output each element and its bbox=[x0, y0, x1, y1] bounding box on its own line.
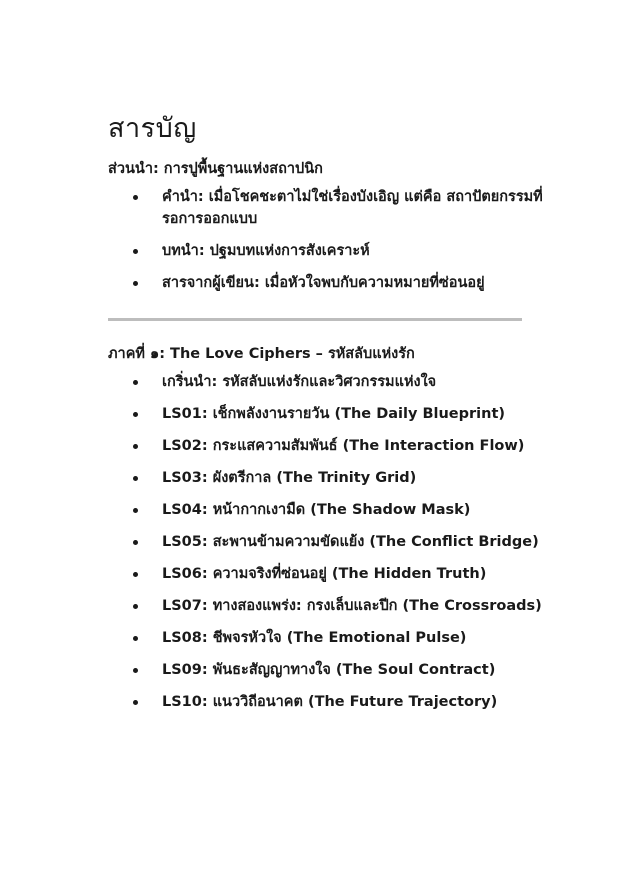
entry-label: LS10: แนววิถีอนาคต (The Future Trajectory) bbox=[162, 694, 498, 710]
bullet-icon bbox=[133, 604, 138, 609]
bullet-icon bbox=[133, 281, 138, 286]
entry-label: LS07: ทางสองแพร่ง: กรงเล็บและปีก (The Crossroads) bbox=[162, 598, 542, 614]
entry-label: บทนำ: ปฐมบทแห่งการสังเคราะห์ bbox=[162, 243, 370, 259]
bullet-icon bbox=[133, 249, 138, 254]
list-item[interactable] bbox=[108, 435, 548, 457]
entry-label: LS04: หน้ากากเงามืด (The Shadow Mask) bbox=[162, 502, 471, 518]
bullet-icon bbox=[133, 540, 138, 545]
toc-page bbox=[108, 110, 548, 723]
list-item[interactable] bbox=[108, 272, 548, 294]
list-item[interactable] bbox=[108, 186, 548, 230]
part1-list bbox=[108, 371, 548, 713]
list-item[interactable] bbox=[108, 531, 548, 553]
part1-heading: ภาคที่ ๑: The Love Ciphers – รหัสลับแห่งรัก bbox=[108, 346, 415, 362]
bullet-icon bbox=[133, 444, 138, 449]
bullet-icon bbox=[133, 508, 138, 513]
bullet-icon bbox=[133, 195, 138, 200]
bullet-icon bbox=[133, 572, 138, 577]
bullet-icon bbox=[133, 380, 138, 385]
entry-label: คำนำ: เมื่อโชคชะตาไม่ใช่เรื่องบังเอิญ แต่คือ สถาปัตยกรรมที่รอการออกแบบ bbox=[162, 189, 543, 227]
list-item[interactable] bbox=[108, 499, 548, 521]
entry-label: LS09: พันธะสัญญาทางใจ (The Soul Contract) bbox=[162, 662, 496, 678]
entry-label: LS02: กระแสความสัมพันธ์ (The Interaction Flow) bbox=[162, 438, 525, 454]
toc-title: สารบัญ bbox=[108, 113, 197, 144]
intro-heading: ส่วนนำ: การปูพื้นฐานแห่งสถาปนิก bbox=[108, 161, 323, 177]
list-item[interactable] bbox=[108, 467, 548, 489]
entry-label: LS03: ผังตรีกาล (The Trinity Grid) bbox=[162, 470, 417, 486]
list-item[interactable] bbox=[108, 403, 548, 425]
entry-label: LS08: ชีพจรหัวใจ (The Emotional Pulse) bbox=[162, 630, 467, 646]
intro-list bbox=[108, 186, 548, 294]
entry-label: LS06: ความจริงที่ซ่อนอยู่ (The Hidden Truth) bbox=[162, 566, 487, 582]
list-item[interactable] bbox=[108, 691, 548, 713]
entry-label: LS01: เช็กพลังงานรายวัน (The Daily Blueprint) bbox=[162, 406, 506, 422]
bullet-icon bbox=[133, 668, 138, 673]
bullet-icon bbox=[133, 700, 138, 705]
list-item[interactable] bbox=[108, 371, 548, 393]
list-item[interactable] bbox=[108, 595, 548, 617]
bullet-icon bbox=[133, 412, 138, 417]
list-item[interactable] bbox=[108, 659, 548, 681]
bullet-icon bbox=[133, 636, 138, 641]
section-divider bbox=[108, 318, 522, 321]
list-item[interactable] bbox=[108, 563, 548, 585]
bullet-icon bbox=[133, 476, 138, 481]
entry-label: เกริ่นนำ: รหัสลับแห่งรักและวิศวกรรมแห่งใจ bbox=[162, 374, 437, 390]
entry-label: LS05: สะพานข้ามความขัดแย้ง (The Conflict Bridge) bbox=[162, 534, 539, 550]
entry-label: สารจากผู้เขียน: เมื่อหัวใจพบกับความหมายที่ซ่อนอยู่ bbox=[162, 275, 485, 291]
list-item[interactable] bbox=[108, 240, 548, 262]
list-item[interactable] bbox=[108, 627, 548, 649]
